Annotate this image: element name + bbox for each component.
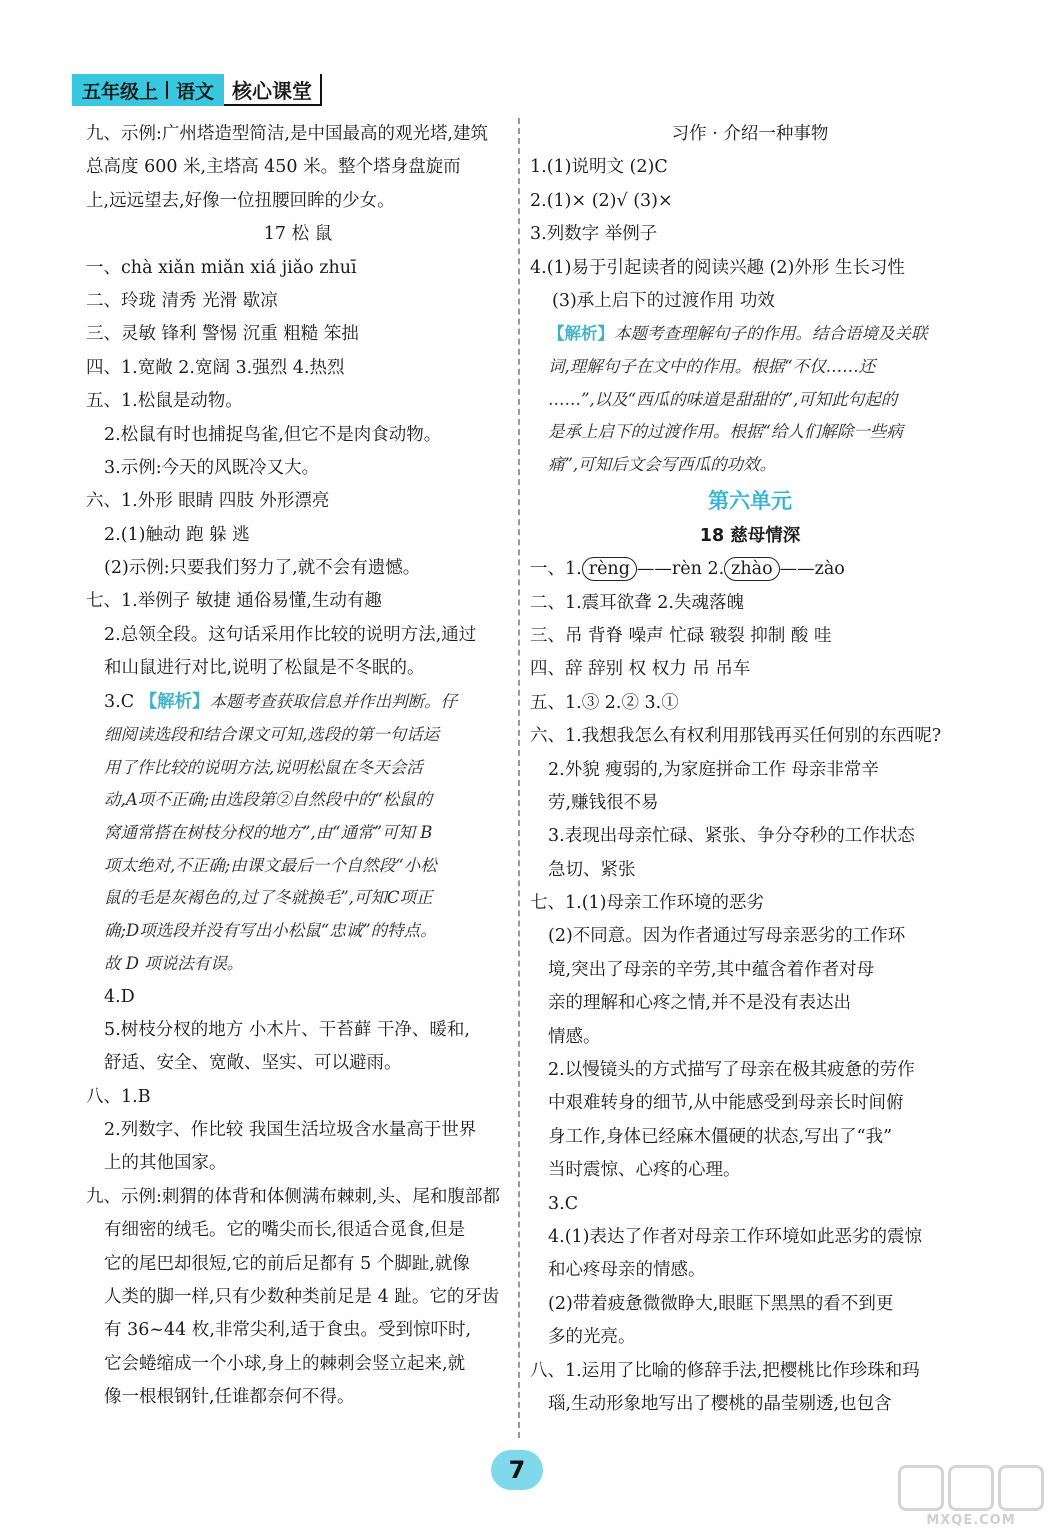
- answer-line: 窝通常搭在树枝分杈的地方”,由“通常”可知 B: [104, 823, 433, 843]
- answer-line: 亲的理解和心疼之情,并不是没有表达出: [548, 993, 852, 1014]
- answer-line: (2)带着疲惫微微睁大,眼眶下黑黑的看不到更: [548, 1293, 894, 1314]
- analysis-first-line: [530, 318, 970, 351]
- left-column: [86, 118, 510, 1415]
- answer-line: 劳,赚钱很不易: [548, 792, 659, 813]
- answer-line: 八、1.运用了比喻的修辞手法,把樱桃比作珍珠和玛: [530, 1360, 920, 1381]
- answer-line: 3.C: [548, 1193, 579, 1214]
- answer-line: 3.列数字 举例子: [530, 224, 658, 245]
- answer-line: 三、灵敏 锋利 警惕 沉重 粗糙 笨拙: [86, 324, 359, 345]
- answer-line: 六、1.我想我怎么有权利用那钱再买任何别的东西呢?: [530, 726, 942, 747]
- answer-line: 1.(1)说明文 (2)C: [530, 157, 668, 178]
- answer-line: 5.树枝分杈的地方 小木片、干苔藓 干净、暖和,: [104, 1019, 470, 1040]
- answer-line: 有 36~44 枚,非常尖利,适于食虫。受到惊吓时,: [104, 1320, 472, 1341]
- analysis-first-line: [86, 686, 510, 719]
- grade-label: 五年级上: [82, 80, 159, 103]
- answer-line: 3.表现出母亲忙碌、紧张、争分夺秒的工作状态: [548, 826, 915, 847]
- answer-line: 中艰难转身的细节,从中能感受到母亲长时间俯: [548, 1093, 904, 1114]
- badge-separator: [166, 81, 168, 99]
- answer-line: 境,突出了母亲的辛劳,其中蕴含着作者对母: [548, 959, 875, 980]
- answer-line: 上的其他国家。: [104, 1153, 227, 1174]
- watermark-icon: [898, 1465, 1044, 1511]
- pinyin-answer: ——zào: [779, 559, 845, 580]
- left-answers-part1: [86, 118, 510, 686]
- left-answers-part2: [86, 981, 510, 1415]
- analysis-rest: [530, 351, 970, 482]
- unit-title: 第六单元: [708, 488, 792, 513]
- answer-line: 总高度 600 米,主塔高 450 米。整个塔身盘旋而: [86, 157, 461, 178]
- watermark-logo: [898, 1465, 1044, 1528]
- answer-line: 八、1.B: [86, 1086, 151, 1107]
- answer-line: 情感。: [548, 1026, 601, 1047]
- answer-line: 二、1.震耳欲聋 2.失魂落魄: [530, 592, 744, 613]
- analysis-text: 本题考查获取信息并作出判断。仔: [209, 691, 458, 711]
- answer-line: (2)示例:只要我们努力了,就不会有遗憾。: [104, 558, 421, 579]
- answer-line: 2.外貌 瘦弱的,为家庭拼命工作 母亲非常辛: [548, 759, 879, 780]
- answer-line: 它会蜷缩成一个小球,身上的棘刺会竖立起来,就: [104, 1353, 466, 1374]
- answer-line: (3)承上启下的过渡作用 功效: [552, 290, 775, 311]
- pinyin-answer-line: [530, 553, 970, 586]
- answer-line: 和山鼠进行对比,说明了松鼠是不冬眠的。: [104, 658, 425, 679]
- answer-line: 七、1.举例子 敏捷 通俗易懂,生动有趣: [86, 591, 382, 612]
- analysis-text: 本题考查理解句子的作用。结合语境及关联: [614, 324, 928, 344]
- answer-line: 九、示例:广州塔造型简洁,是中国最高的观光塔,建筑: [86, 124, 489, 144]
- answer-line: 二、玲珑 清秀 光滑 歇凉: [86, 290, 278, 311]
- answer-line: 瑙,生动形象地写出了樱桃的晶莹剔透,也包含: [548, 1393, 892, 1414]
- answer-line: 它的尾巴却很短,它的前后足都有 5 个脚趾,就像: [104, 1253, 470, 1274]
- grade-subject-badge: [72, 74, 224, 106]
- right-column: [530, 118, 970, 1421]
- subject-label: 语文: [176, 80, 215, 103]
- circled-pinyin: rèng: [582, 557, 637, 581]
- answer-line: 痛”,可知后文会写西瓜的功效。: [548, 455, 777, 475]
- answer-line: 五、1.③ 2.② 3.①: [530, 692, 679, 713]
- answer-line: 舒适、安全、宽敞、坚实、可以避雨。: [104, 1053, 402, 1074]
- answer-line: 用了作比较的说明方法,说明松鼠在冬天会活: [104, 757, 423, 777]
- answer-line: 确;D项选段并没有写出小松鼠“忠诚”的特点。: [104, 921, 437, 941]
- answer-line: 2.以慢镜头的方式描写了母亲在极其疲惫的劳作: [548, 1060, 915, 1081]
- answer-line: 4.D: [104, 986, 135, 1007]
- answer-line: (2)不同意。因为作者通过写母亲恶劣的工作环: [548, 926, 906, 947]
- answer-line: 九、示例:刺猬的体背和体侧满布棘刺,头、尾和腹部都: [86, 1186, 500, 1207]
- answer-line: 上,远远望去,好像一位扭腰回眸的少女。: [86, 190, 395, 211]
- answer-line: 鼠的毛是灰褐色的,过了冬就换毛”,可知C项正: [104, 888, 433, 908]
- answer-line: 17 松 鼠: [263, 224, 333, 245]
- answer-line: 急切、紧张: [548, 859, 636, 880]
- answer-line: 有细密的绒毛。它的嘴尖而长,很适合觅食,但是: [104, 1220, 466, 1241]
- answer-line: 项太绝对,不正确;由课文最后一个自然段“小松: [104, 855, 437, 875]
- answer-line: 像一根根钢针,任谁都奈何不得。: [104, 1387, 355, 1408]
- analysis-block-squirrel: [86, 686, 510, 981]
- analysis-tag: 【解析】: [548, 324, 614, 344]
- answer-line: 四、辞 辞别 权 权力 吊 吊车: [530, 659, 751, 680]
- answer-line: 多的光亮。: [548, 1327, 636, 1348]
- pinyin-prefix: 一、1.: [530, 559, 582, 580]
- answer-line: 习作 · 介绍一种事物: [671, 124, 829, 144]
- lesson-title: 18 慈母情深: [699, 525, 801, 546]
- answer-line: 4.(1)表达了作者对母亲工作环境如此恶劣的震惊: [548, 1226, 922, 1247]
- right-answers-part2: [530, 587, 970, 1422]
- answer-line: 2.总领全段。这句话采用作比较的说明方法,通过: [104, 624, 477, 645]
- answer-line: 3.示例:今天的风既冷又大。: [104, 457, 320, 478]
- answer-line: 和心疼母亲的情感。: [548, 1260, 706, 1281]
- circled-pinyin: zhào: [724, 557, 779, 581]
- answer-line: 是承上启下的过渡作用。根据“给人们解除一些病: [548, 422, 903, 442]
- answer-line: ……”,以及“西瓜的味道是甜甜的”,可知此句起的: [548, 389, 898, 409]
- book-title: 核心课堂: [224, 74, 322, 106]
- analysis-block-writing: [530, 318, 970, 481]
- watermark-text: MXQE.COM: [926, 1513, 1016, 1528]
- answer-prefix: 3.C: [104, 691, 140, 712]
- answer-line: 细阅读选段和结合课文可知,选段的第一句话运: [104, 725, 440, 745]
- answer-line: 一、chà xiǎn miǎn xiá jiǎo zhuī: [86, 257, 357, 278]
- answer-line: 词,理解句子在文中的作用。根据“不仅……还: [548, 357, 876, 377]
- answer-line: 故 D 项说法有误。: [104, 953, 244, 973]
- answer-line: 2.(1)× (2)√ (3)×: [530, 190, 673, 211]
- answer-line: 当时震惊、心疼的心理。: [548, 1160, 741, 1181]
- answer-line: 2.(1)触动 跑 躲 逃: [104, 524, 250, 545]
- answer-line: 五、1.松鼠是动物。: [86, 391, 243, 412]
- analysis-rest: [86, 719, 510, 981]
- answer-line: 4.(1)易于引起读者的阅读兴趣 (2)外形 生长习性: [530, 257, 905, 278]
- pinyin-answer: ——rèn 2.: [636, 559, 725, 580]
- answer-line: 四、1.宽敞 2.宽阔 3.强烈 4.热烈: [86, 357, 345, 378]
- page-number: 7: [491, 1450, 543, 1490]
- answer-line: 人类的脚一样,只有少数种类前足是 4 趾。它的牙齿: [104, 1287, 500, 1308]
- answer-line: 三、吊 背脊 噪声 忙碌 皲裂 抑制 酸 哇: [530, 625, 832, 646]
- analysis-tag: 【解析】: [139, 691, 210, 712]
- right-answers-part1: [530, 118, 970, 318]
- answer-line: 身工作,身体已经麻木僵硬的状态,写出了“我”: [548, 1126, 893, 1147]
- answer-line: 动,A项不正确;由选段第②自然段中的“松鼠的: [104, 790, 433, 810]
- answer-line: 六、1.外形 眼睛 四肢 外形漂亮: [86, 491, 330, 512]
- answer-line: 七、1.(1)母亲工作环境的恶劣: [530, 893, 764, 914]
- page-header: [72, 74, 322, 106]
- answer-line: 2.松鼠有时也捕捉鸟雀,但它不是肉食动物。: [104, 424, 442, 445]
- answer-line: 2.列数字、作比较 我国生活垃圾含水量高于世界: [104, 1120, 477, 1141]
- column-divider: [518, 118, 520, 1438]
